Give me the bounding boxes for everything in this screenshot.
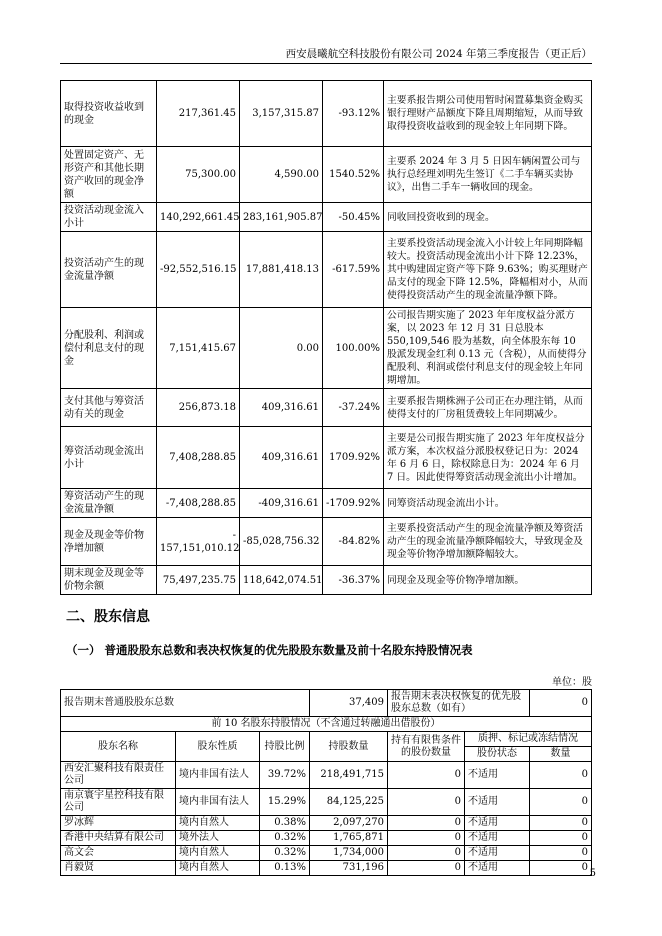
cash-flow-change: 100.00% [323,308,384,389]
cash-flow-label: 筹资活动现金流出小计 [61,427,157,489]
cash-flow-reason: 主要系投资活动产生的现金流量净额及筹资活动产生的现金流量净额降幅较大，导致现金及现金等价物净增加额降幅较大。 [384,518,592,566]
shareholder-status: 不适用 [465,831,530,846]
cash-flow-current: 256,873.18 [157,389,240,427]
cash-flow-row [61,489,592,518]
shareholder-status: 不适用 [465,846,530,861]
shareholder-nature: 境内非国有法人 [176,789,260,816]
cash-flow-row [61,518,592,566]
shareholder-name: 罗冰辉 [61,816,176,831]
cash-flow-change: 1709.92% [323,427,384,489]
col-pledge: 质押、标记或冻结情况 [465,732,592,747]
cash-flow-label: 分配股利、利润或偿付利息支付的现金 [61,308,157,389]
cash-flow-label: 投资活动产生的现金流量净额 [61,232,157,308]
cash-flow-reason: 主要是公司报告期实施了 2023 年年度权益分派方案，本次权益分派股权登记日为：2024 年 6 月 6 日，除权除息日为：2024 年 6 月 7 日。因此使得筹资活动现金流出小计增加。 [384,427,592,489]
cash-flow-reason: 同现金及现金等价物净增加额。 [384,566,592,595]
section-title: 二、股东信息 [66,609,150,625]
section-subtitle: （一） 普通股股东总数和表决权恢复的优先股股东数量及前十名股东持股情况表 [66,643,473,657]
cash-flow-reason: 同收回投资收到的现金。 [384,203,592,232]
cash-flow-label: 取得投资收益收到的现金 [61,81,157,147]
shareholder-qty: 0 [530,816,592,831]
cash-flow-reason: 公司报告期实施了 2023 年年度权益分派方案，以 2023 年 12 月 31 日总股本 550,109,546 股为基数，向全体股东每 10 股派发现金红利 0.13 元（含税），从而使得分配股利、利润或偿付利息支付的现金较上年同期增加。 [384,308,592,389]
top10-caption-row [61,717,592,732]
cash-flow-label: 筹资活动产生的现金流量净额 [61,489,157,518]
cash-flow-prior: 3,157,315.87 [240,81,323,147]
shareholder-qty: 0 [530,861,592,876]
shareholder-ratio: 39.72% [260,762,310,789]
shareholder-ratio: 0.13% [260,861,310,876]
shareholder-status: 不适用 [465,816,530,831]
pref-label: 报告期末表决权恢复的优先股股东总数（如有） [388,690,530,717]
pref-value: 0 [530,690,592,717]
cash-flow-reason: 主要系报告期株洲子公司正在办理注销，从而使得支付的厂房租赁费较上年同期减少。 [384,389,592,427]
cash-flow-current: 75,300.00 [157,147,240,203]
cash-flow-label: 处置固定资产、无形资产和其他长期资产收回的现金净额 [61,147,157,203]
col-shares: 持股数量 [310,732,388,762]
shareholder-restricted: 0 [388,846,465,861]
cash-flow-label: 支付其他与筹资活动有关的现金 [61,389,157,427]
shareholder-ratio: 15.29% [260,789,310,816]
shareholder-row [61,846,592,861]
cash-flow-prior: -409,316.61 [240,489,323,518]
cash-flow-reason: 主要系 2024 年 3 月 5 日因车辆闲置公司与执行总经理刘明先生签订《二手车辆买卖协议》，出售二手车一辆收回的现金。 [384,147,592,203]
cash-flow-label: 期末现金及现金等价物余额 [61,566,157,595]
shareholder-shares: 84,125,225 [310,789,388,816]
cash-flow-prior: 118,642,074.51 [240,566,323,595]
cash-flow-current: 7,408,288.85 [157,427,240,489]
shareholder-row [61,861,592,876]
cash-flow-change: -84.82% [323,518,384,566]
top10-caption: 前 10 名股东持股情况（不含通过转融通出借股份） [61,717,592,732]
shareholder-restricted: 0 [388,789,465,816]
cash-flow-prior: 409,316.61 [240,389,323,427]
cash-flow-prior: 0.00 [240,308,323,389]
shareholder-status: 不适用 [465,789,530,816]
cash-flow-reason: 同筹资活动现金流出小计。 [384,489,592,518]
cash-flow-current-sign: - [232,529,236,541]
cash-flow-change: -617.59% [323,232,384,308]
col-restricted: 持有有限售条件的股份数量 [388,732,465,762]
cash-flow-change: -36.37% [323,566,384,595]
shareholder-shares: 1,734,000 [310,846,388,861]
cash-flow-change: 1540.52% [323,147,384,203]
shareholder-qty: 0 [530,762,592,789]
total-row [61,690,592,717]
col-status: 股份状态 [465,747,530,762]
unit-label: 单位：股 [552,677,592,688]
cash-flow-row [61,427,592,489]
cash-flow-row [61,203,592,232]
page-number: 5 [589,868,596,879]
shareholder-ratio: 0.32% [260,846,310,861]
cash-flow-prior: 17,881,418.13 [240,232,323,308]
cash-flow-row [61,566,592,595]
cash-flow-table [60,80,592,595]
cash-flow-current: 75,497,235.75 [157,566,240,595]
cash-flow-row [61,147,592,203]
cash-flow-current: -92,552,516.15 [157,232,240,308]
shareholder-qty: 0 [530,831,592,846]
cash-flow-prior: 409,316.61 [240,427,323,489]
cash-flow-reason: 主要系投资活动现金流入小计较上年同期降幅较大。投资活动现金流出小计下降 12.23%，其中购建固定资产等下降 9.63%；购买理财产品支付的现金下降 12.5%，降幅相对小，从而使得投资活动产生的现金流量净额下降。 [384,232,592,308]
cash-flow-current: 140,292,661.45 [157,203,240,232]
cash-flow-change: -37.24% [323,389,384,427]
cash-flow-row [61,308,592,389]
shareholder-nature: 境外法人 [176,831,260,846]
shareholder-name: 南京寰宇星控科技有限公司 [61,789,176,816]
col-qty: 数量 [530,747,592,762]
shareholder-name: 肖毅贤 [61,861,176,876]
shareholder-ratio: 0.38% [260,816,310,831]
col-nature: 股东性质 [176,732,260,762]
shareholder-table [60,689,592,876]
header-row [61,732,592,747]
shareholder-restricted: 0 [388,831,465,846]
col-name: 股东名称 [61,732,176,762]
cash-flow-current [157,518,240,566]
cash-flow-current: 7,151,415.67 [157,308,240,389]
shareholder-qty: 0 [530,846,592,861]
cash-flow-prior: -85,028,756.32 [240,518,323,566]
cash-flow-reason: 主要系报告期公司使用暂时闲置募集资金购买银行理财产品额度下降且周期缩短，从而导致取得投资收益收到的现金较上年同期下降。 [384,81,592,147]
shareholder-status: 不适用 [465,861,530,876]
cash-flow-prior: 283,161,905.87 [240,203,323,232]
header-rule [60,63,592,64]
shareholder-row [61,831,592,846]
shareholder-shares: 1,765,871 [310,831,388,846]
shareholder-name: 香港中央结算有限公司 [61,831,176,846]
cash-flow-prior: 4,590.00 [240,147,323,203]
cash-flow-label: 现金及现金等价物净增加额 [61,518,157,566]
page-header: 西安晨曦航空科技股份有限公司 2024 年第三季度报告（更正后） [285,48,592,60]
shareholder-ratio: 0.32% [260,831,310,846]
shareholder-nature: 境内自然人 [176,816,260,831]
shareholder-row [61,762,592,789]
shareholder-status: 不适用 [465,762,530,789]
cash-flow-change: -1709.92% [323,489,384,518]
cash-flow-current: -7,408,288.85 [157,489,240,518]
shareholder-restricted: 0 [388,816,465,831]
cash-flow-change: -93.12% [323,81,384,147]
shareholder-restricted: 0 [388,861,465,876]
shareholder-row [61,789,592,816]
cash-flow-current-value: 157,151,010.12 [160,542,240,554]
shareholder-nature: 境内非国有法人 [176,762,260,789]
shareholder-name: 高文会 [61,846,176,861]
shareholder-row [61,816,592,831]
cash-flow-row [61,389,592,427]
shareholder-qty: 0 [530,789,592,816]
col-ratio: 持股比例 [260,732,310,762]
shareholder-shares: 218,491,715 [310,762,388,789]
total-label: 报告期末普通股股东总数 [61,690,310,717]
cash-flow-change: -50.45% [323,203,384,232]
total-value: 37,409 [310,690,388,717]
shareholder-nature: 境内自然人 [176,846,260,861]
shareholder-name: 西安汇聚科技有限责任公司 [61,762,176,789]
cash-flow-label: 投资活动现金流入小计 [61,203,157,232]
shareholder-shares: 731,196 [310,861,388,876]
shareholder-restricted: 0 [388,762,465,789]
shareholder-shares: 2,097,270 [310,816,388,831]
cash-flow-current: 217,361.45 [157,81,240,147]
cash-flow-row [61,81,592,147]
shareholder-nature: 境内自然人 [176,861,260,876]
cash-flow-row [61,232,592,308]
